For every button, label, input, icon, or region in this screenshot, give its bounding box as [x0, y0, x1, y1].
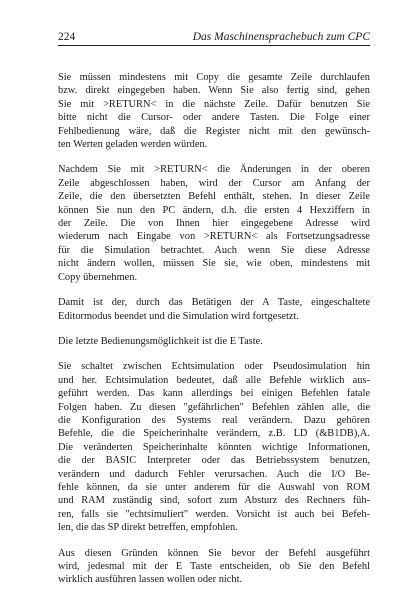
text-line: Zeile, die den übersetzten Befehl enthält, stehen. In dieser Zeile — [58, 191, 370, 203]
paragraph — [58, 163, 370, 284]
text-line: verändern und dadurch Fehler verursachen. Auch die I/O Be- — [58, 468, 370, 480]
text-line: für die Simulation betrachtet. Auch wenn Sie diese Adresse — [58, 244, 370, 256]
text-line: Copy übernehmen. — [58, 271, 138, 283]
text-line: Zeile abgeschlossen haben, wird der Cursor am Anfang der — [58, 177, 370, 189]
text-line: Editormodus beendet und die Simulation wird fortgesetzt. — [58, 310, 299, 322]
paragraph — [58, 296, 370, 323]
text-line: Die veränderten Speicherinhalte könnten wichtige Informationen, — [58, 441, 370, 453]
text-line: und her. Echtsimulation bedeutet, daß alle Befehle wirklich aus- — [58, 374, 370, 386]
paragraph — [58, 335, 370, 348]
text-line: Sie schaltet zwischen Echtsimulation oder Pseudosimulation hin — [58, 361, 370, 373]
text-line: bzw. direkt eingegeben haben. Wenn Sie also fertig sind, gehen — [58, 85, 370, 97]
text-line: Nachdem Sie mit >RETURN< die Änderungen in der oberen — [58, 164, 370, 176]
header-rule — [58, 45, 370, 46]
text-line: Sie mit >RETURN< in die nächste Zeile. Dafür benutzen Sie — [58, 98, 370, 110]
text-line: können Sie nun den PC ändern, d.h. die ersten 4 Hexziffern in — [58, 204, 370, 216]
text-line: Fehlbedienung wäre, daß die Register nicht mit den gewünsch- — [58, 125, 370, 137]
text-line: Aus diesen Gründen können Sie bevor der Befehl ausgeführt — [58, 547, 370, 559]
text-line: geführt werden. Das kann allerdings bei einigen Befehlen fatale — [58, 388, 370, 400]
text-line: der Zeile. Die von Ihnen hier eingegebene Adresse wird — [58, 218, 370, 230]
paragraph — [58, 547, 370, 587]
page-number: 224 — [58, 31, 76, 43]
text-line: Damit ist der, durch das Betätigen der A Taste, eingeschaltete — [58, 297, 370, 309]
text-line: wiederum nach Eingabe von >RETURN< als Fortsetzungsadresse — [58, 231, 370, 243]
book-page — [58, 30, 370, 599]
page-header — [58, 30, 370, 44]
text-line: Die letzte Bedienungsmöglichkeit ist die E Taste. — [58, 335, 263, 347]
text-line: und RAM zuständig sind, sofort zum Absturz des Rechners füh- — [58, 495, 370, 507]
text-line: wird, jedesmal mit der E Taste entscheiden, ob Sie den Befehl — [58, 561, 370, 572]
running-title: Das Maschinensprachebuch zum CPC — [192, 31, 370, 43]
text-line: ten Werten geladen werden würden. — [58, 139, 208, 151]
paragraph — [58, 71, 370, 151]
text-line: Befehle, die die Speicherinhalte verändern, z.B. LD (&B1DB),A. — [58, 428, 370, 440]
text-line: die Konfiguration des Systems real verändern. Dazu gehören — [58, 414, 370, 426]
text-line: die der BASIC Interpreter oder das Betriebssystem benutzen, — [58, 455, 370, 467]
page-body — [58, 71, 370, 587]
text-line: ren, falls sie "echtsimuliert" werden. Vorsicht ist auch bei Befeh- — [58, 508, 370, 520]
text-line: Sie müssen mindestens mit Copy die gesamte Zeile durchlaufen — [58, 72, 370, 83]
text-line: fehle können, da sie unter anderem für die Auswahl von ROM — [58, 481, 370, 493]
text-line: bitte nicht die Cursor- oder andere Tasten. Die Folge einer — [58, 112, 370, 124]
paragraph — [58, 360, 370, 534]
text-line: wirklich ausführen lassen wollen oder nicht. — [58, 574, 243, 586]
text-line: Folgen haben. Zu diesen "gefährlichen" Befehlen zählen alle, die — [58, 401, 370, 413]
text-line: nicht ändern wollen, müssen Sie sie, wie oben, mindestens mit — [58, 258, 370, 270]
text-line: len, die das SP direkt betreffen, empfohlen. — [58, 522, 238, 534]
